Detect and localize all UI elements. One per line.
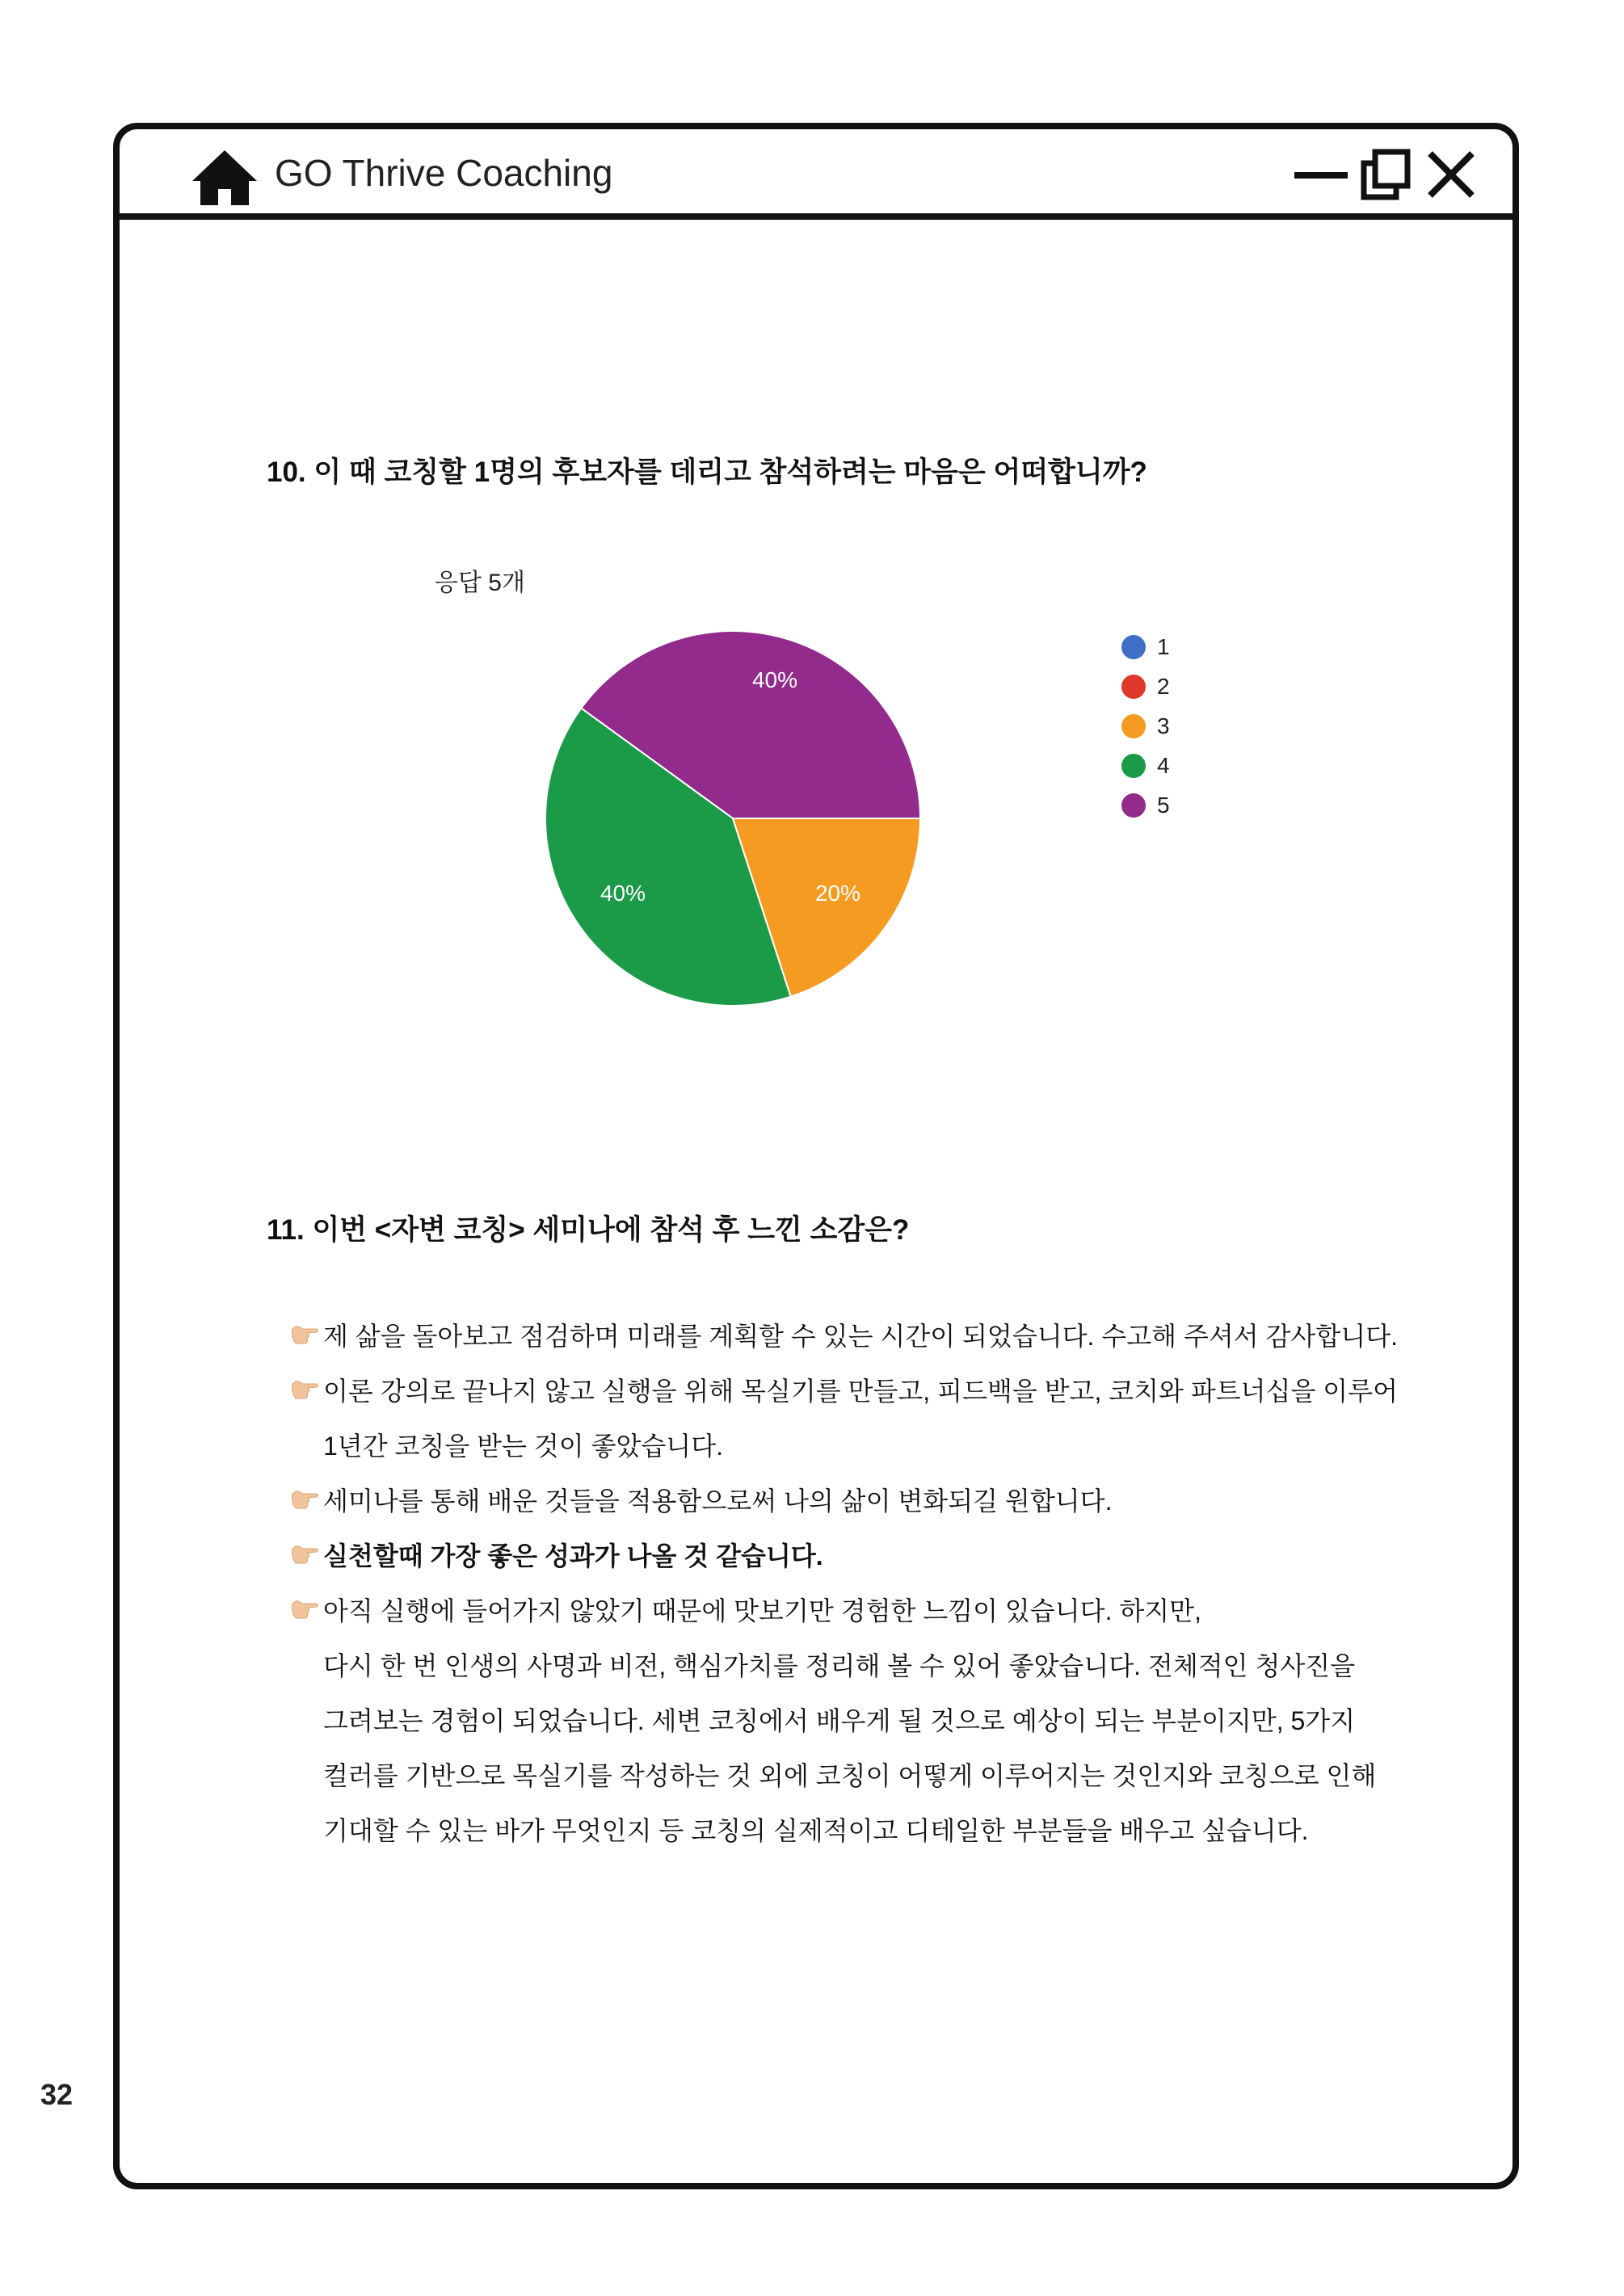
pie-label-5: 40% — [751, 667, 798, 692]
legend-dot-4 — [1121, 754, 1146, 778]
answer-item-continuation: 기대할 수 있는 바가 무엇인지 등 코칭의 실제적이고 디테일한 부분들을 배우고 싶습니다. — [323, 1816, 1309, 1845]
response-count: 응답 5개 — [435, 570, 525, 596]
pie-label-4: 40% — [600, 881, 646, 906]
close-icon[interactable] — [1422, 145, 1480, 204]
app-title: GO Thrive Coaching — [275, 152, 613, 194]
answer-list — [289, 1307, 1420, 1857]
answer-item-continuation: 그려보는 경험이 되었습니다. 세변 코칭에서 배우게 될 것으로 예상이 되는 부분이지만, 5가지 — [323, 1706, 1356, 1735]
minimize-icon[interactable] — [1291, 145, 1349, 204]
answer-item-continuation: 1년간 코칭을 받는 것이 좋았습니다. — [323, 1432, 724, 1461]
pie-chart — [539, 624, 927, 1012]
pointing-hand-icon — [289, 1486, 320, 1513]
title-bar — [120, 129, 1513, 220]
legend-dot-5 — [1121, 793, 1146, 818]
pointing-hand-icon — [289, 1541, 320, 1568]
app-window — [113, 123, 1519, 2189]
pointing-hand-icon — [289, 1596, 320, 1623]
question-10-title: 10. 이 때 코칭할 1명의 후보자를 데리고 참석하려는 마음은 어떠합니까? — [267, 456, 1147, 488]
legend-item-5[interactable]: 5 — [1121, 785, 1170, 825]
window-controls — [1291, 145, 1480, 204]
pie-label-3: 20% — [814, 881, 861, 906]
answer-item: 실천할때 가장 좋은 성과가 나올 것 같습니다. — [289, 1527, 1420, 1582]
answer-item: 세미나를 통해 배운 것들을 적용함으로써 나의 삶이 변화되길 원합니다. — [289, 1472, 1420, 1527]
legend-item-2[interactable]: 2 — [1121, 667, 1170, 706]
question-11-title: 11. 이번 <자변 코칭> 세미나에 참석 후 느낀 소감은? — [267, 1214, 910, 1246]
legend-item-1[interactable]: 1 — [1121, 627, 1170, 667]
home-icon[interactable] — [191, 149, 259, 207]
pointing-hand-icon — [289, 1321, 320, 1348]
answer-item: 이론 강의로 끝나지 않고 실행을 위해 목실기를 만들고, 피드백을 받고, 코치와 파트너십을 이루어 — [289, 1362, 1420, 1417]
answer-item-continuation: 컬러를 기반으로 목실기를 작성하는 것 외에 코칭이 어떻게 이루어지는 것인지와 코칭으로 인해 — [323, 1761, 1377, 1790]
pointing-hand-icon — [289, 1376, 320, 1403]
answer-item: 아직 실행에 들어가지 않았기 때문에 맛보기만 경험한 느낌이 있습니다. 하지만, — [289, 1582, 1420, 1637]
answer-item: 제 삶을 돌아보고 점검하며 미래를 계획할 수 있는 시간이 되었습니다. 수고해 주셔서 감사합니다. — [289, 1307, 1420, 1362]
restore-icon[interactable] — [1359, 145, 1412, 204]
legend-item-4[interactable]: 4 — [1121, 746, 1170, 785]
legend-dot-3 — [1121, 714, 1146, 738]
legend-dot-1 — [1121, 635, 1146, 659]
page-number: 32 — [40, 2078, 74, 2111]
legend-item-3[interactable]: 3 — [1121, 706, 1170, 746]
chart-legend — [1121, 627, 1170, 825]
answer-item-continuation: 다시 한 번 인생의 사명과 비전, 핵심가치를 정리해 볼 수 있어 좋았습니다. 전체적인 청사진을 — [323, 1651, 1356, 1680]
legend-dot-2 — [1121, 675, 1146, 699]
